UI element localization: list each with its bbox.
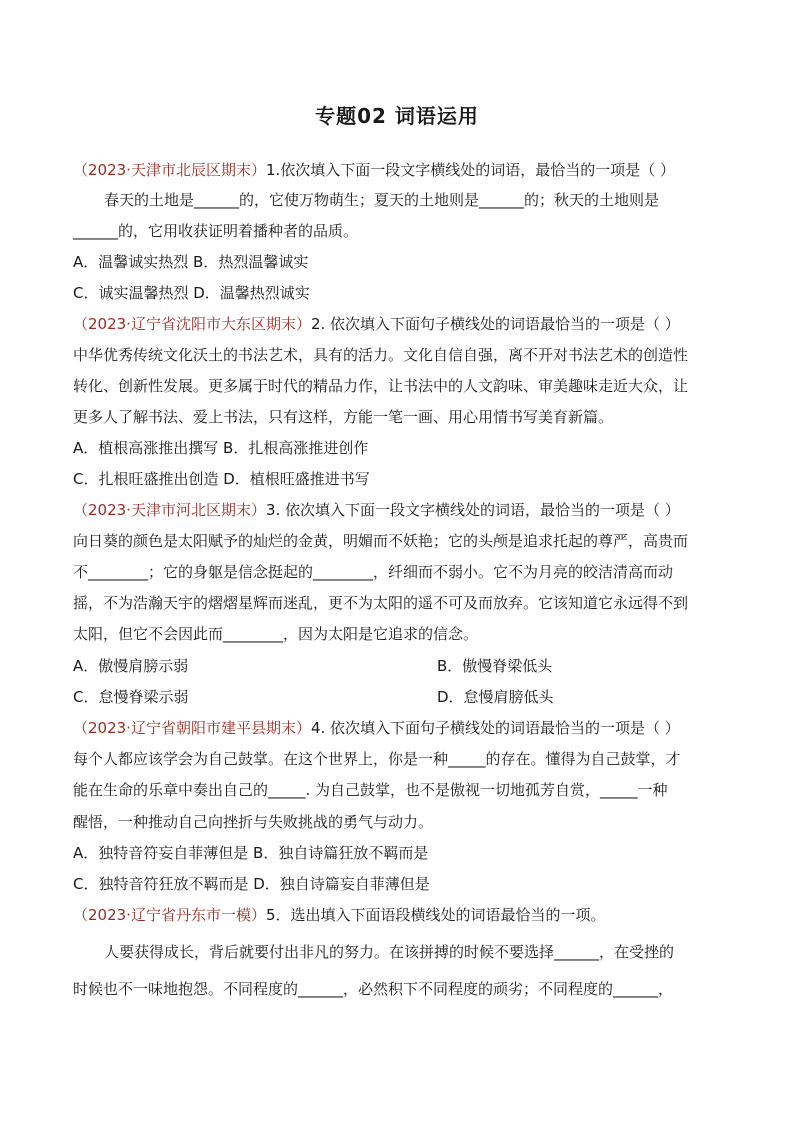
question-1-heading: [73, 160, 675, 180]
question-4-passage-line: 醒悟，一种推动自己向挫折与失败挑战的勇气与动力。: [73, 813, 434, 831]
page-title: 专题02 词语运用: [315, 104, 479, 128]
question-4-heading: [73, 718, 680, 738]
question-2-passage-line: 转化、创新性发展。更多属于时代的精品力作，让书法中的人文韵味、审美趣味走近大众，让: [73, 377, 689, 395]
question-2-heading: [73, 314, 680, 334]
option-c: C．怠慢脊梁示弱: [73, 688, 189, 706]
question-5-passage-line: 人要获得成长，背后就要付出非凡的努力。在该拼搏的时候不要选择______，在受挫的: [104, 943, 675, 961]
question-1-passage-line: ______的，它用收获证明着播种者的品质。: [73, 222, 359, 240]
question-3-source: （2023·天津市河北区期末）: [73, 501, 266, 519]
question-3-passage-line: 太阳，但它不会因此而________，因为太阳是它追求的信念。: [73, 625, 479, 643]
question-3-options-ab: [73, 656, 633, 676]
question-3-options-cd: [73, 687, 633, 707]
question-2-stem: 2. 依次填入下面句子横线处的词语最恰当的一项是（ ）: [310, 315, 680, 333]
question-4-passage-line: 能在生命的乐章中奏出自己的_____. 为自己鼓掌，也不是傲视一切地孤芳自赏，_____一种: [73, 781, 668, 799]
question-4-options-ab: A．独特音符妄自菲薄但是 B．独自诗篇狂放不羁而是: [73, 844, 429, 862]
question-1-stem: 1.依次填入下面一段文字横线处的词语，最恰当的一项是（ ）: [265, 161, 676, 179]
question-3-passage-line: 向日葵的颜色是太阳赋予的灿烂的金黄，明媚而不妖艳；它的头颅是追求托起的尊严，高贵而: [73, 532, 689, 550]
question-5-heading: [73, 905, 606, 925]
question-3-stem: 3. 依次填入下面一段文字横线处的词语，最恰当的一项是（ ）: [265, 501, 680, 519]
question-2-source: （2023·辽宁省沈阳市大东区期末）: [73, 315, 311, 333]
question-1-options-ab: A．温馨诚实热烈 B．热烈温馨诚实: [73, 253, 309, 271]
question-4-passage-line: 每个人都应该学会为自己鼓掌。在这个世界上，你是一种_____的存在。懂得为自己鼓掌，才: [73, 750, 681, 768]
question-3-passage-line: 摇，不为浩瀚天宇的熠熠星辉而迷乱，更不为太阳的遥不可及而放弃。它该知道它永远得不到: [73, 594, 689, 612]
question-1-passage-line: 春天的土地是______的，它使万物萌生；夏天的土地则是______的；秋天的土地则是: [104, 191, 660, 209]
question-1-options-cd: C．诚实温馨热烈 D．温馨热烈诚实: [73, 284, 310, 302]
question-2-options-ab: A．植根高涨推出撰写 B．扎根高涨推进创作: [73, 439, 369, 457]
question-2-passage-line: 更多人了解书法、爱上书法，只有这样，方能一笔一画、用心用情书写美育新篇。: [73, 408, 614, 426]
option-b: B．傲慢脊梁低头: [437, 657, 553, 675]
option-a: A．傲慢肩膀示弱: [73, 657, 189, 675]
question-2-options-cd: C．扎根旺盛推出创造 D．植根旺盛推进书写: [73, 470, 370, 488]
question-4-options-cd: C．独特音符狂放不羁而是 D．独自诗篇妄自菲薄但是: [73, 875, 430, 893]
question-2-passage-line: 中华优秀传统文化沃土的书法艺术，具有的活力。文化自信自强，离不开对书法艺术的创造性: [73, 346, 689, 364]
question-5-passage-line: 时候也不一味地抱怨。不同程度的______，必然积下不同程度的顽劣；不同程度的______，: [73, 980, 674, 998]
question-5-source: （2023·辽宁省丹东市一模）: [73, 906, 266, 924]
question-5-stem: 5．选出填入下面语段横线处的词语最恰当的一项。: [265, 906, 606, 924]
question-3-heading: [73, 500, 680, 520]
question-4-source: （2023·辽宁省朝阳市建平县期末）: [73, 719, 311, 737]
question-3-passage-line: 不________；它的身躯是信念挺起的________，纤细而不弱小。它不为月亮的皎洁清高而动: [73, 563, 674, 581]
question-1-source: （2023·天津市北辰区期末）: [73, 161, 266, 179]
option-d: D．怠慢肩膀低头: [437, 688, 554, 706]
question-4-stem: 4. 依次填入下面句子横线处的词语最恰当的一项是（ ）: [310, 719, 680, 737]
